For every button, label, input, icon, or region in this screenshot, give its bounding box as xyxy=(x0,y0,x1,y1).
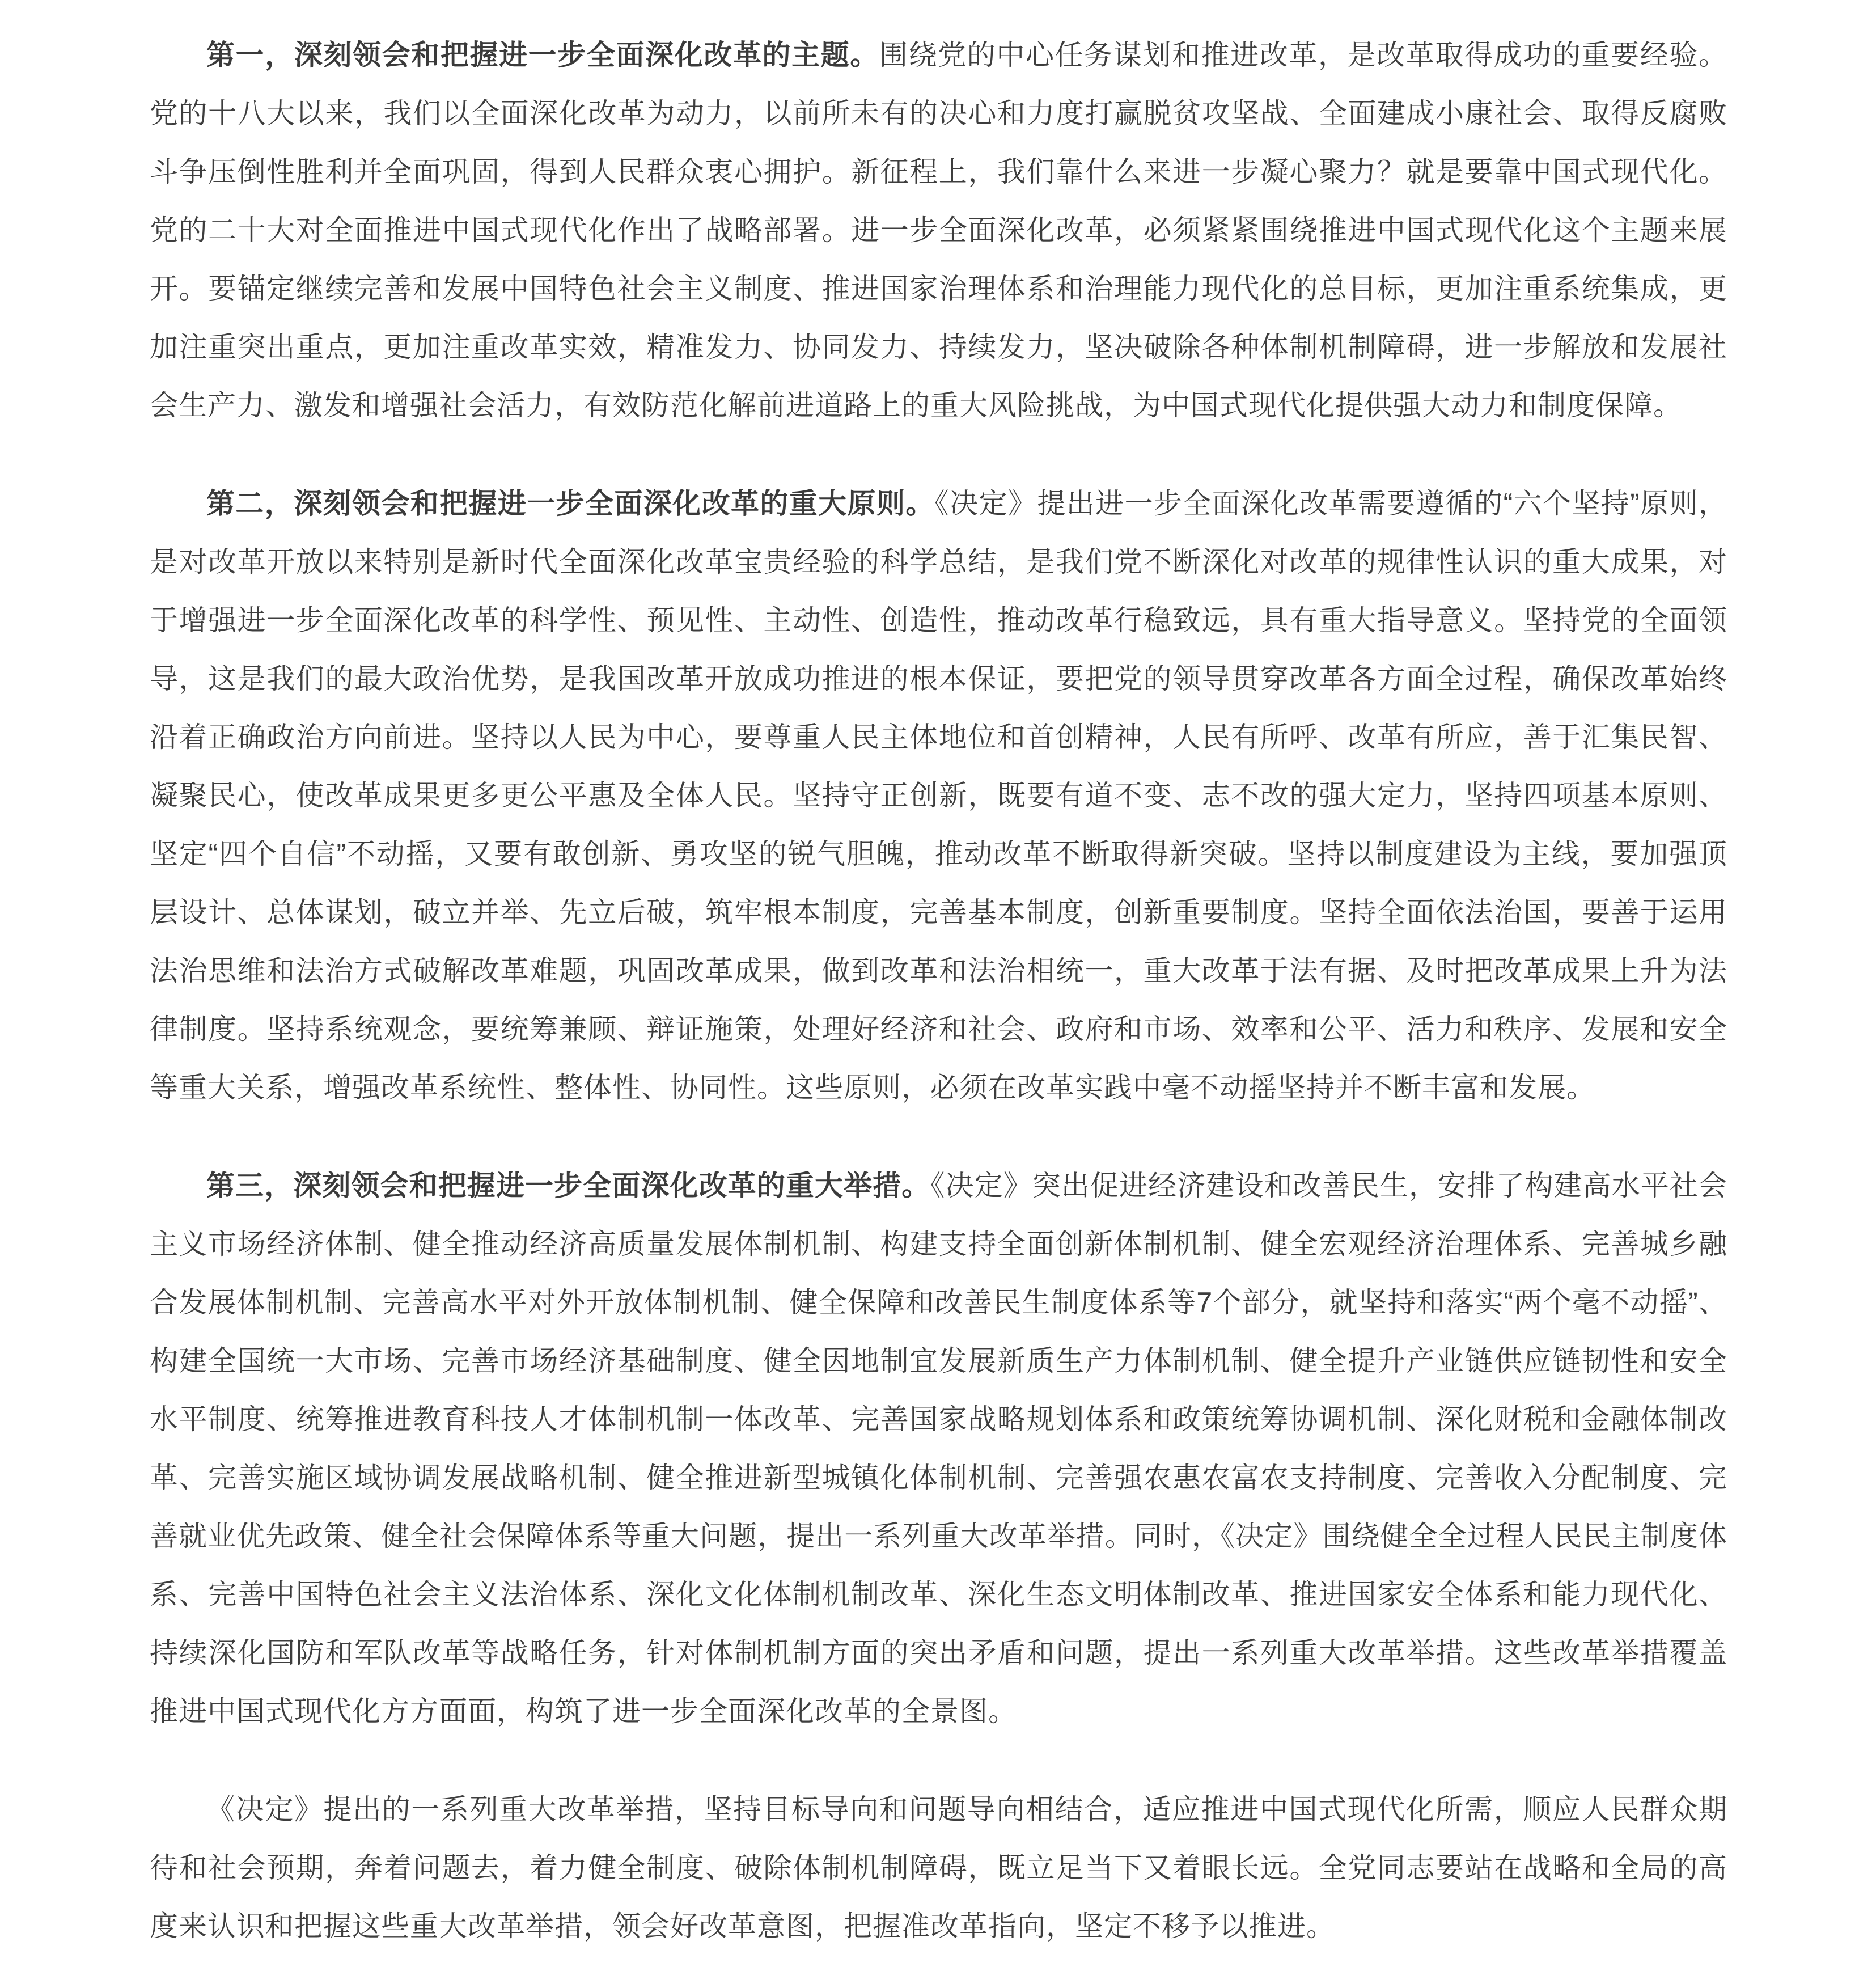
paragraph-1-body: 围绕党的中心任务谋划和推进改革，是改革取得成功的重要经验。党的十八大以来，我们以全面深化改革为动力，以前所未有的决心和力度打赢脱贫攻坚战、全面建成小康社会、取得反腐败斗争压倒性胜利并全面巩固，得到人民群众衷心拥护。新征程上，我们靠什么来进一步凝心聚力？就是要靠中国式现代化。党的二十大对全面推进中国式现代化作出了战略部署。进一步全面深化改革，必须紧紧围绕推进中国式现代化这个主题来展开。要锚定继续完善和发展中国特色社会主义制度、推进国家治理体系和治理能力现代化的总目标，更加注重系统集成，更加注重突出重点，更加注重改革实效，精准发力、协同发力、持续发力，坚决破除各种体制机制障碍，进一步解放和发展社会生产力、激发和增强社会活力，有效防范化解前进道路上的重大风险挑战，为中国式现代化提供强大动力和制度保障。 xyxy=(150,39,1728,421)
paragraph-3-body: 《决定》突出促进经济建设和改善民生，安排了构建高水平社会主义市场经济体制、健全推动经济高质量发展体制机制、构建支持全面创新体制机制、健全宏观经济治理体系、完善城乡融合发展体制机制、完善高水平对外开放体制机制、健全保障和改善民生制度体系等7个部分，就坚持和落实“两个毫不动摇”、构建全国统一大市场、完善市场经济基础制度、健全因地制宜发展新质生产力体制机制、健全提升产业链供应链韧性和安全水平制度、统筹推进教育科技人才体制机制一体改革、完善国家战略规划体系和政策统筹协调机制、深化财税和金融体制改革、完善实施区域协调发展战略机制、健全推进新型城镇化体制机制、完善强农惠农富农支持制度、完善收入分配制度、完善就业优先政策、健全社会保障体系等重大问题，提出一系列重大改革举措。同时，《决定》围绕健全全过程人民民主制度体系、完善中国特色社会主义法治体系、深化文化体制机制改革、深化生态文明体制改革、推进国家安全体系和能力现代化、持续深化国防和军队改革等战略任务，针对体制机制方面的突出矛盾和问题，提出一系列重大改革举措。这些改革举措覆盖推进中国式现代化方方面面，构筑了进一步全面深化改革的全景图。 xyxy=(150,1170,1728,1727)
paragraph-1-lead: 第一，深刻领会和把握进一步全面深化改革的主题。 xyxy=(206,39,879,71)
paragraph-2-body: 《决定》提出进一步全面深化改革需要遵循的“六个坚持”原则，是对改革开放以来特别是新时代全面深化改革宝贵经验的科学总结，是我们党不断深化对改革的规律性认识的重大成果，对于增强进一步全面深化改革的科学性、预见性、主动性、创造性，推动改革行稳致远，具有重大指导意义。坚持党的全面领导，这是我们的最大政治优势，是我国改革开放成功推进的根本保证，要把党的领导贯穿改革各方面全过程，确保改革始终沿着正确政治方向前进。坚持以人民为中心，要尊重人民主体地位和首创精神，人民有所呼、改革有所应，善于汇集民智、凝聚民心，使改革成果更多更公平惠及全体人民。坚持守正创新，既要有道不变、志不改的强大定力，坚持四项基本原则、坚定“四个自信”不动摇，又要有敢创新、勇攻坚的锐气胆魄，推动改革不断取得新突破。坚持以制度建设为主线，要加强顶层设计、总体谋划，破立并举、先立后破，筑牢根本制度，完善基本制度，创新重要制度。坚持全面依法治国，要善于运用法治思维和法治方式破解改革难题，巩固改革成果，做到改革和法治相统一，重大改革于法有据、及时把改革成果上升为法律制度。坚持系统观念，要统筹兼顾、辩证施策，处理好经济和社会、政府和市场、效率和公平、活力和秩序、发展和安全等重大关系，增强改革系统性、整体性、协同性。这些原则，必须在改革实践中毫不动摇坚持并不断丰富和发展。 xyxy=(150,488,1727,1103)
paragraph-4-body: 《决定》提出的一系列重大改革举措，坚持目标导向和问题导向相结合，适应推进中国式现代化所需，顺应人民群众期待和社会预期，奔着问题去，着力健全制度、破除体制机制障碍，既立足当下又着眼长远。全党同志要站在战略和全局的高度来认识和把握这些重大改革举措，领会好改革意图，把握准改革指向，坚定不移予以推进。 xyxy=(150,1794,1727,1942)
paragraph-3 xyxy=(150,1157,1727,1741)
paragraph-2 xyxy=(150,475,1727,1117)
paragraph-1 xyxy=(150,26,1727,435)
paragraph-4 xyxy=(150,1780,1727,1956)
paragraph-3-lead: 第三，深刻领会和把握进一步全面深化改革的重大举措。 xyxy=(206,1170,931,1202)
paragraph-2-lead: 第二，深刻领会和把握进一步全面深化改革的重大原则。 xyxy=(206,488,935,519)
